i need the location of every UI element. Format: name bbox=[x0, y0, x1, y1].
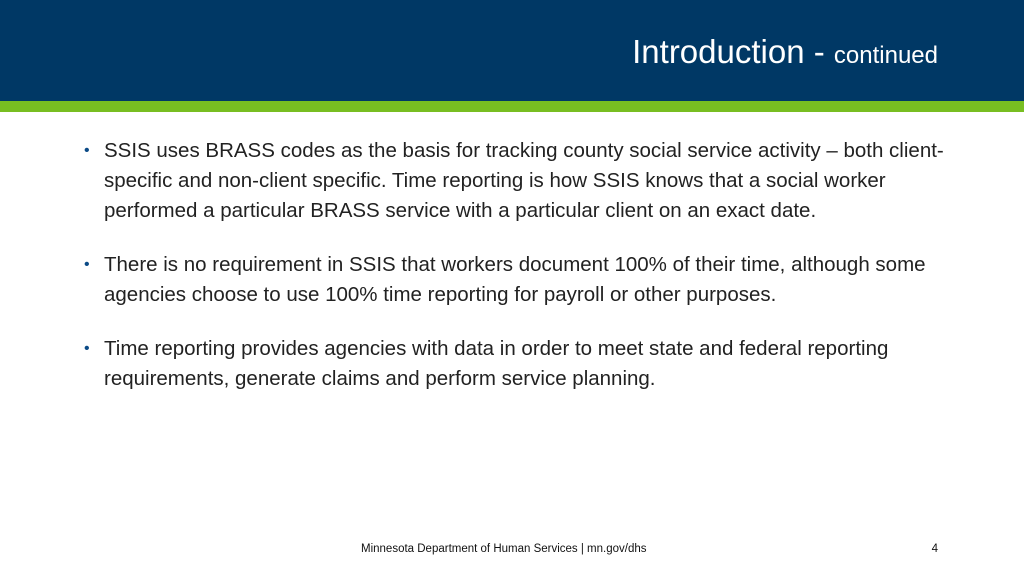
bullet-item bbox=[84, 136, 954, 226]
bullet-text: There is no requirement in SSIS that workers document 100% of their time, although some agencies choose to use 100% time reporting for payroll or other purposes. bbox=[104, 253, 926, 306]
footer-organization: Minnesota Department of Human Services | mn.gov/dhs bbox=[361, 543, 647, 555]
slide-title-subtitle: continued bbox=[833, 42, 938, 69]
bullet-text: Time reporting provides agencies with data in order to meet state and federal reporting requirements, generate claims and perform service planning. bbox=[104, 337, 889, 390]
bullet-icon: • bbox=[84, 256, 90, 273]
slide-title bbox=[632, 32, 938, 76]
page-number: 4 bbox=[931, 543, 938, 555]
bullet-icon: • bbox=[84, 340, 90, 357]
slide-title-separator: - bbox=[804, 33, 834, 70]
bullet-text: SSIS uses BRASS codes as the basis for tracking county social service activity – both client-specific and non-client specific. Time reporting is how SSIS knows that a social worker performed a particular BRASS service with a particular client on an exact date. bbox=[104, 139, 944, 222]
bullet-icon: • bbox=[84, 142, 90, 159]
bullet-item bbox=[84, 250, 954, 310]
bullet-list bbox=[84, 136, 954, 418]
bullet-item bbox=[84, 334, 954, 394]
slide-title-main: Introduction bbox=[632, 33, 805, 70]
header-accent-bar bbox=[0, 101, 1024, 112]
